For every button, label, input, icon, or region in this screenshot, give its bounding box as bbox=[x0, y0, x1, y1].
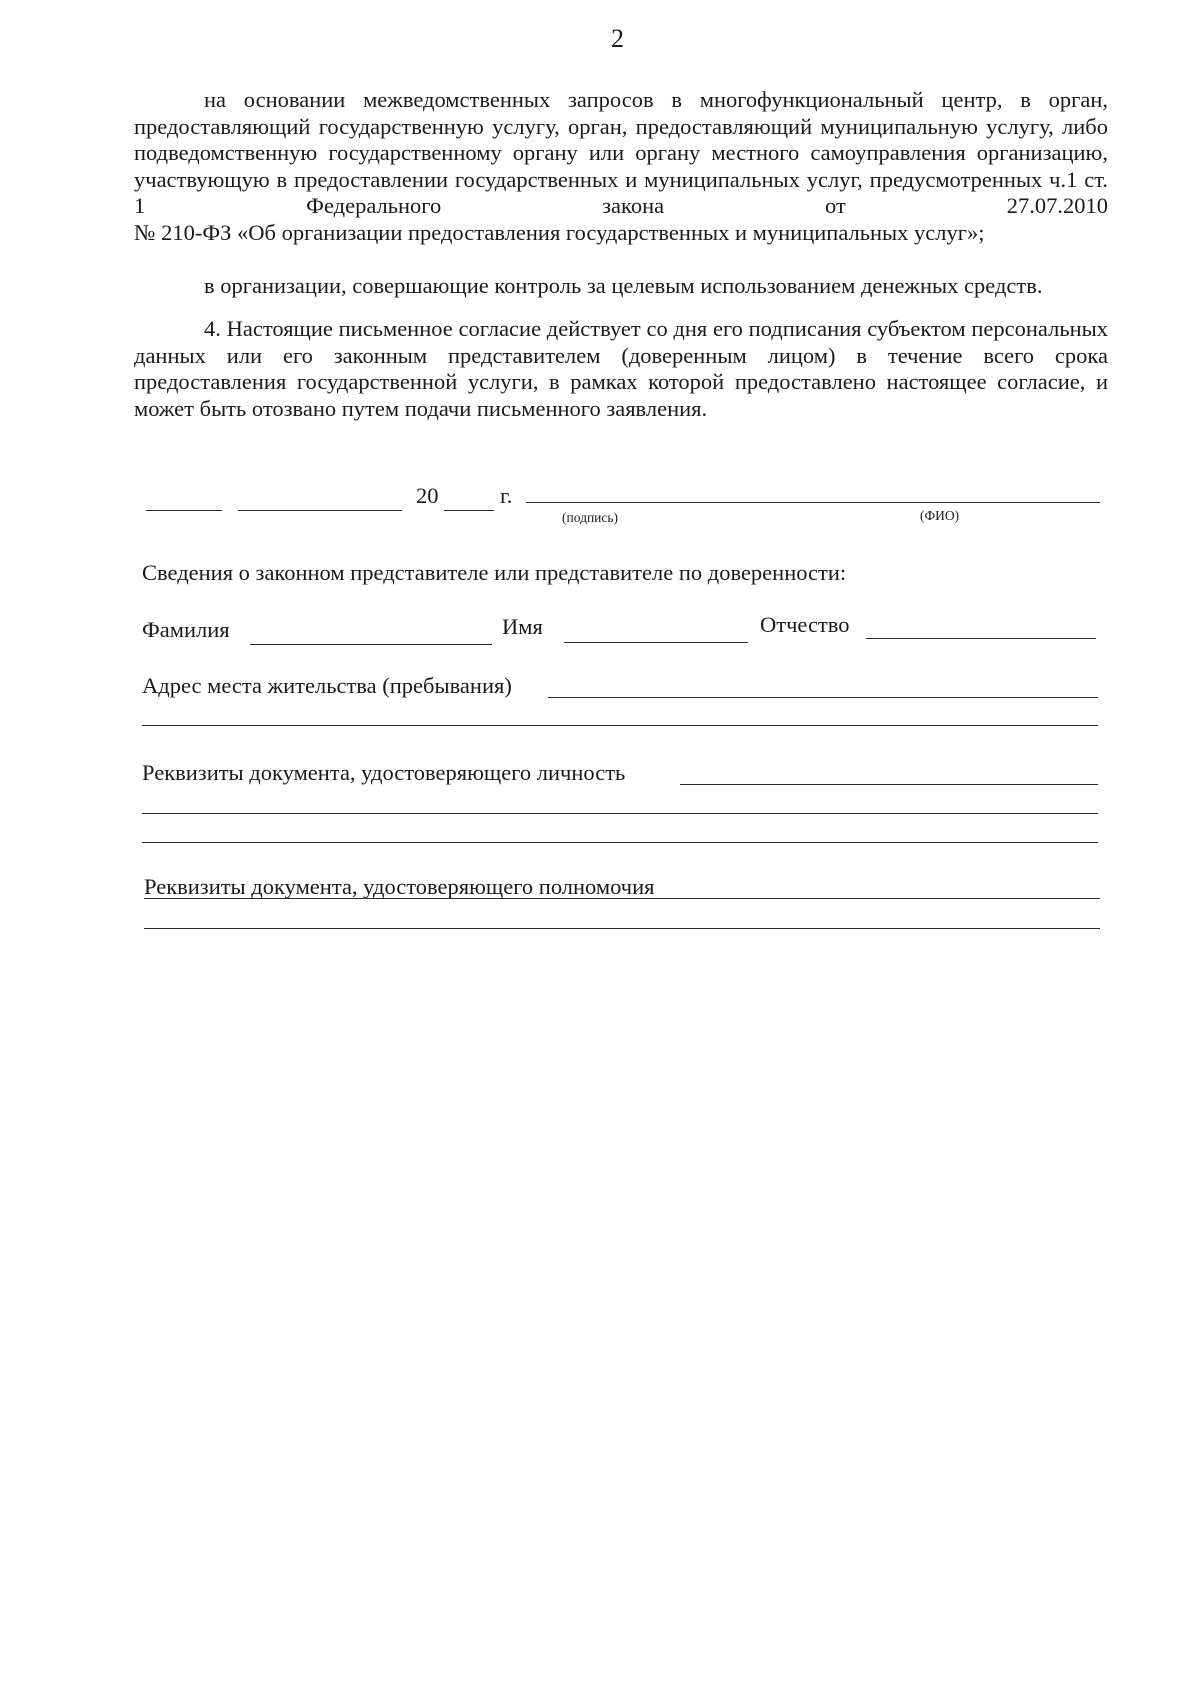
representative-heading: Сведения о законном представителе или представителе по доверенности: bbox=[142, 560, 847, 585]
date-year-prefix: 20 bbox=[416, 483, 439, 508]
address-field-line-1[interactable] bbox=[548, 697, 1098, 698]
name-label: Имя bbox=[502, 614, 543, 639]
date-day-line[interactable] bbox=[146, 510, 222, 511]
surname-label: Фамилия bbox=[142, 617, 230, 642]
date-month-line[interactable] bbox=[238, 510, 402, 511]
page-number: 2 bbox=[611, 24, 624, 53]
paragraph-interagency-requests-end: № 210-ФЗ «Об организации предоставления государственных и муниципальных услуг»; bbox=[134, 219, 985, 245]
signature-fio-line[interactable] bbox=[526, 502, 1100, 503]
signature-caption: (подпись) bbox=[562, 510, 619, 525]
date-year-line[interactable] bbox=[444, 510, 494, 511]
authority-document-field-line-1[interactable] bbox=[144, 898, 1100, 899]
patronymic-field-line[interactable] bbox=[866, 638, 1096, 639]
paragraph-consent-validity: 4. Настоящие письменное согласие действует со дня его подписания субъектом персональных данных или его законным представителем (доверенным лицом) в течение всего срока предоставления государственной услуги, в рамках которой предоставлено настоящее согласие, и может быть отозвано путем подачи письменного заявления. bbox=[134, 316, 1108, 421]
address-field-line-2[interactable] bbox=[142, 725, 1098, 726]
date-year-suffix: г. bbox=[500, 483, 513, 508]
paragraph-interagency-requests-main: на основании межведомственных запросов в многофункциональный центр, в орган, предоставляющий государственную услугу, орган, предоставляющий муниципальную услугу, либо подведомственную государственному органу или органу местного самоуправления организацию, участвующую в предоставлении государственных и муниципальных услуг, предусмотренных ч.1 ст. 1 Федерального закона от 27.07.2010 bbox=[134, 87, 1108, 218]
authority-document-field-line-2[interactable] bbox=[144, 928, 1100, 929]
id-document-field-line-3[interactable] bbox=[142, 842, 1098, 843]
fio-caption: (ФИО) bbox=[920, 508, 960, 523]
patronymic-label: Отчество bbox=[760, 612, 850, 637]
id-document-label: Реквизиты документа, удостоверяющего личность bbox=[142, 760, 626, 785]
authority-document-label: Реквизиты документа, удостоверяющего полномочия bbox=[144, 874, 655, 899]
name-field-line[interactable] bbox=[564, 642, 748, 643]
id-document-field-line-1[interactable] bbox=[680, 784, 1098, 785]
address-label: Адрес места жительства (пребывания) bbox=[142, 673, 512, 698]
surname-field-line[interactable] bbox=[250, 644, 492, 645]
paragraph-interagency-requests bbox=[134, 87, 1108, 246]
paragraph-control-organizations: в организации, совершающие контроль за целевым использованием денежных средств. bbox=[204, 273, 1043, 298]
id-document-field-line-2[interactable] bbox=[142, 813, 1098, 814]
